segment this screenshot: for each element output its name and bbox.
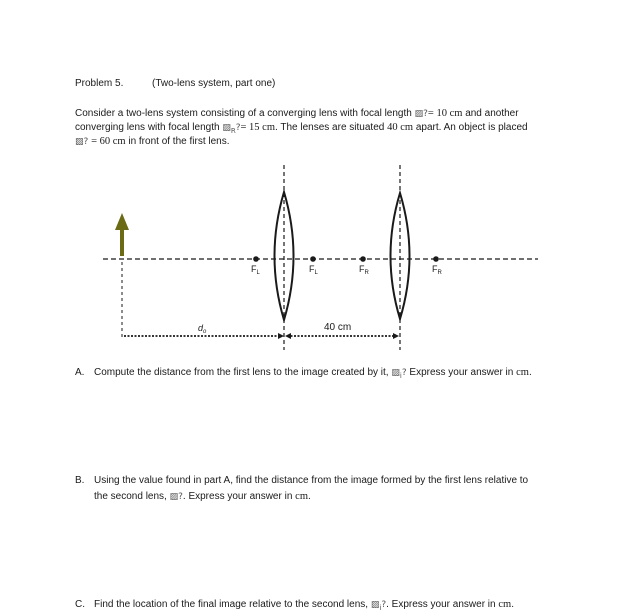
- focal-point-right-lens1: [310, 256, 316, 262]
- intro-text: Consider a two-lens system consisting of a converging lens with focal length: [75, 108, 412, 119]
- question-a-text: Compute the distance from the first lens to the image created by it,: [94, 367, 389, 378]
- intro-text: converging lens with focal length: [75, 122, 220, 133]
- object-arrow-head: [115, 213, 129, 230]
- symbol-f1: ▨?: [414, 109, 428, 119]
- question-b-line-1: Using the value found in part A, find the distance from the image formed by the first lens relative to: [94, 475, 529, 486]
- focal-point-left-lens2: [360, 256, 366, 262]
- intro-text: apart. An object is placed: [415, 122, 528, 133]
- symbol-do: ▨?: [75, 137, 89, 147]
- intro-text: in front of the first lens.: [128, 136, 230, 147]
- intro-text: and another: [465, 108, 519, 119]
- question-b-letter: B.: [75, 475, 85, 486]
- symbol-di2: $▨_i$?: [370, 600, 387, 612]
- question-a-letter: A.: [75, 367, 85, 378]
- problem-number: Problem 5.: [75, 78, 124, 89]
- separation-arrowhead-left: [285, 333, 291, 339]
- unit-cm: cm: [498, 599, 512, 610]
- do-value: = 60 cm: [91, 136, 126, 147]
- separation-value: 40 cm: [387, 122, 414, 133]
- unit-cm: cm: [516, 367, 529, 378]
- object-distance-label: $d_o$: [198, 323, 207, 335]
- question-b-line-2: [94, 490, 311, 504]
- question-b-text-2: . Express your answer in: [182, 491, 293, 502]
- question-a-text-2: Express your answer in: [409, 367, 514, 378]
- focal-point-right-lens2: [433, 256, 439, 262]
- period: .: [511, 599, 514, 610]
- separation-arrowhead-right: [393, 333, 399, 339]
- question-a: [94, 366, 532, 383]
- symbol-di1: $▨_i$?: [391, 368, 407, 380]
- unit-cm: cm: [295, 491, 308, 502]
- question-c-letter: C.: [75, 599, 85, 610]
- focal-point-left-lens1: [253, 256, 259, 262]
- intro-text: . The lenses are situated: [274, 122, 385, 133]
- question-c-text: Find the location of the final image relative to the second lens,: [94, 599, 369, 610]
- period: .: [308, 491, 311, 502]
- focal-label-FL-2: $F_L$: [309, 264, 318, 276]
- symbol-f2: $▨_R$?: [222, 123, 241, 135]
- focal-label-FL-1: $F_L$: [251, 264, 260, 276]
- period: .: [528, 367, 532, 378]
- object-distance-arrowhead: [278, 333, 284, 339]
- f1-value: = 10 cm: [427, 108, 463, 119]
- focal-label-FR-1: $F_R$: [359, 264, 369, 276]
- question-c: [94, 598, 514, 615]
- question-c-text-2: . Express your answer in: [386, 599, 496, 610]
- separation-label: 40 cm: [324, 322, 352, 333]
- focal-label-FR-2: $F_R$: [432, 264, 442, 276]
- problem-subtitle: (Two-lens system, part one): [152, 78, 276, 89]
- f2-value: = 15 cm: [240, 122, 275, 133]
- symbol-do2: ▨?: [169, 492, 183, 502]
- question-b-text: the second lens,: [94, 491, 167, 502]
